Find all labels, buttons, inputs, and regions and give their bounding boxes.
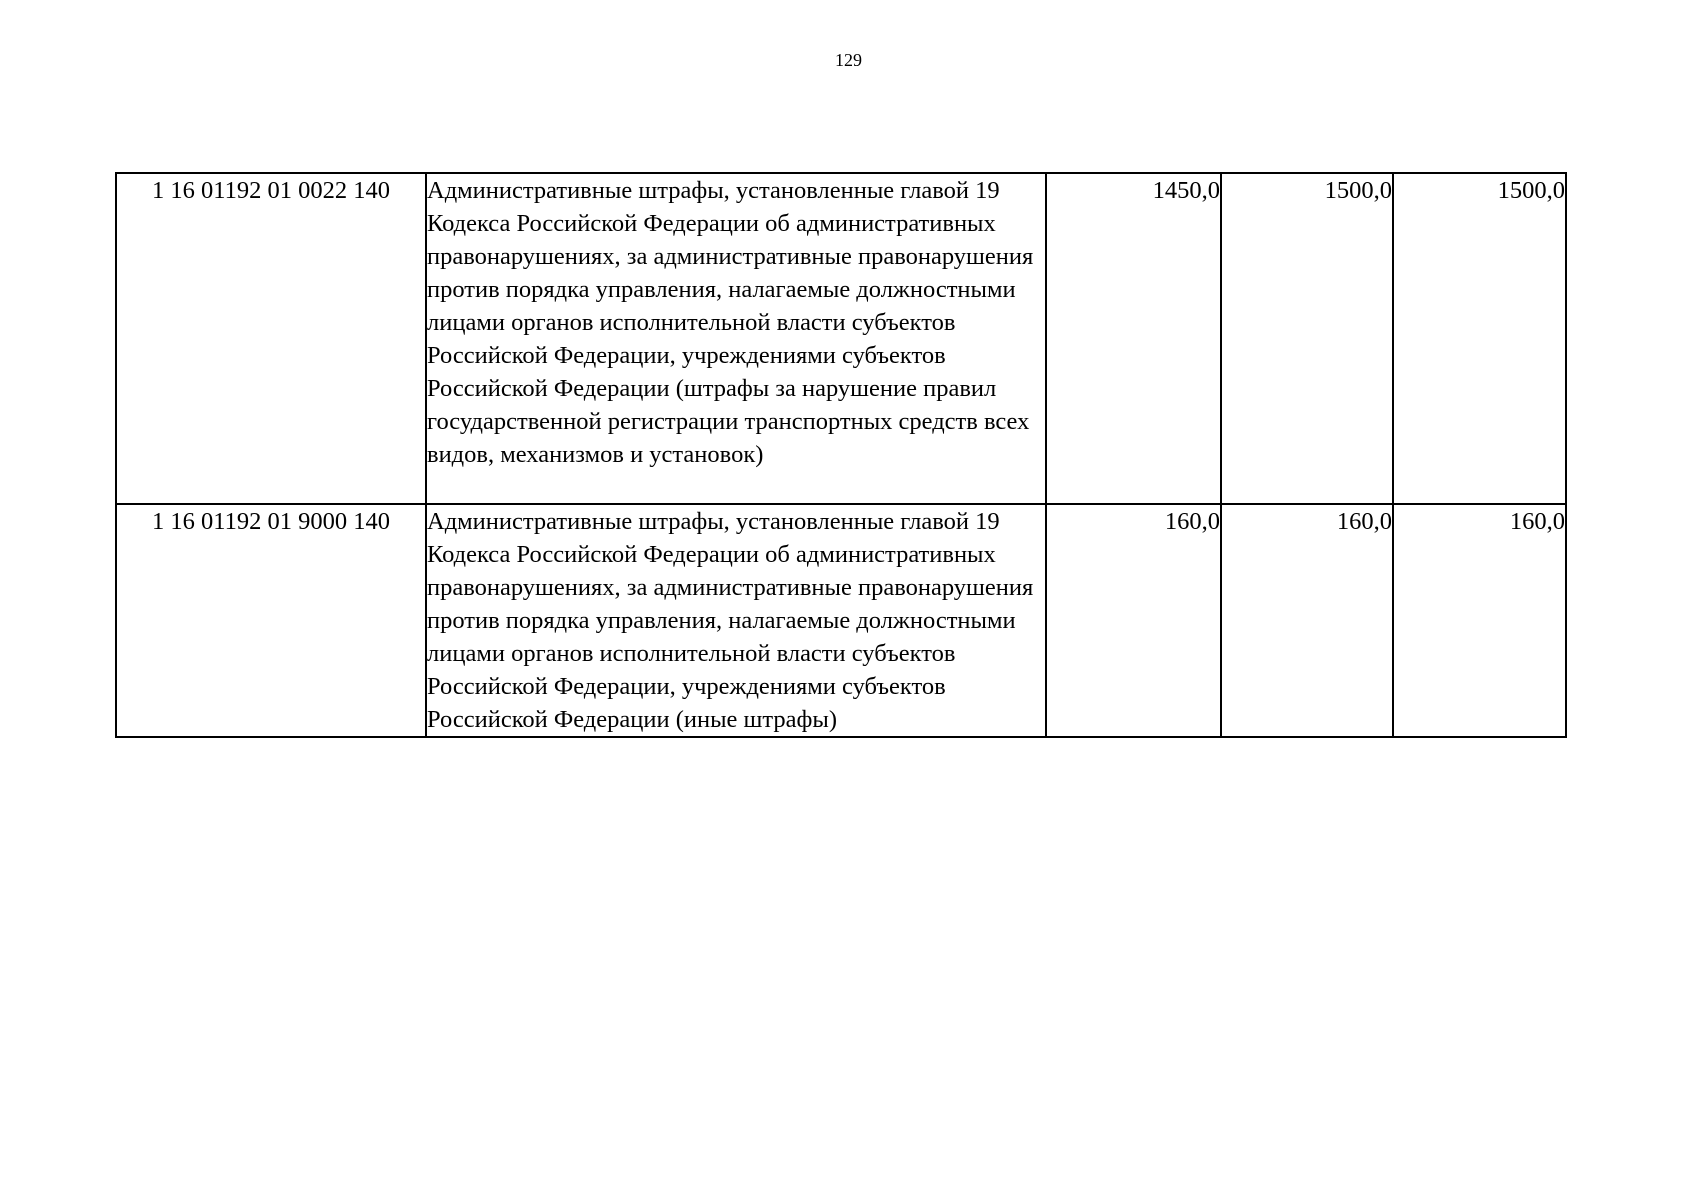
amount-cell: 1500,0 xyxy=(1221,173,1393,504)
amount-cell: 1450,0 xyxy=(1046,173,1221,504)
table-row xyxy=(116,173,1566,504)
amount-cell: 160,0 xyxy=(1393,504,1566,737)
revenue-description: Административные штрафы, установленные главой 19 Кодекса Российской Федерации об административных правонарушениях, за административные правонарушения против порядка управления, налагаемые должностными лицами органов исполнительной власти субъектов Российской Федерации, учреждениями субъектов Российской Федерации (штрафы за нарушение правил государственной регистрации транспортных средств всех видов, механизмов и установок) xyxy=(426,173,1046,504)
amount-cell: 1500,0 xyxy=(1393,173,1566,504)
amount-cell: 160,0 xyxy=(1221,504,1393,737)
classification-code: 1 16 01192 01 9000 140 xyxy=(116,504,426,737)
classification-code: 1 16 01192 01 0022 140 xyxy=(116,173,426,504)
table-row xyxy=(116,504,1566,737)
budget-table xyxy=(115,172,1567,738)
page-number: 129 xyxy=(835,50,862,70)
revenue-description: Административные штрафы, установленные главой 19 Кодекса Российской Федерации об административных правонарушениях, за административные правонарушения против порядка управления, налагаемые должностными лицами органов исполнительной власти субъектов Российской Федерации, учреждениями субъектов Российской Федерации (иные штрафы) xyxy=(426,504,1046,737)
amount-cell: 160,0 xyxy=(1046,504,1221,737)
